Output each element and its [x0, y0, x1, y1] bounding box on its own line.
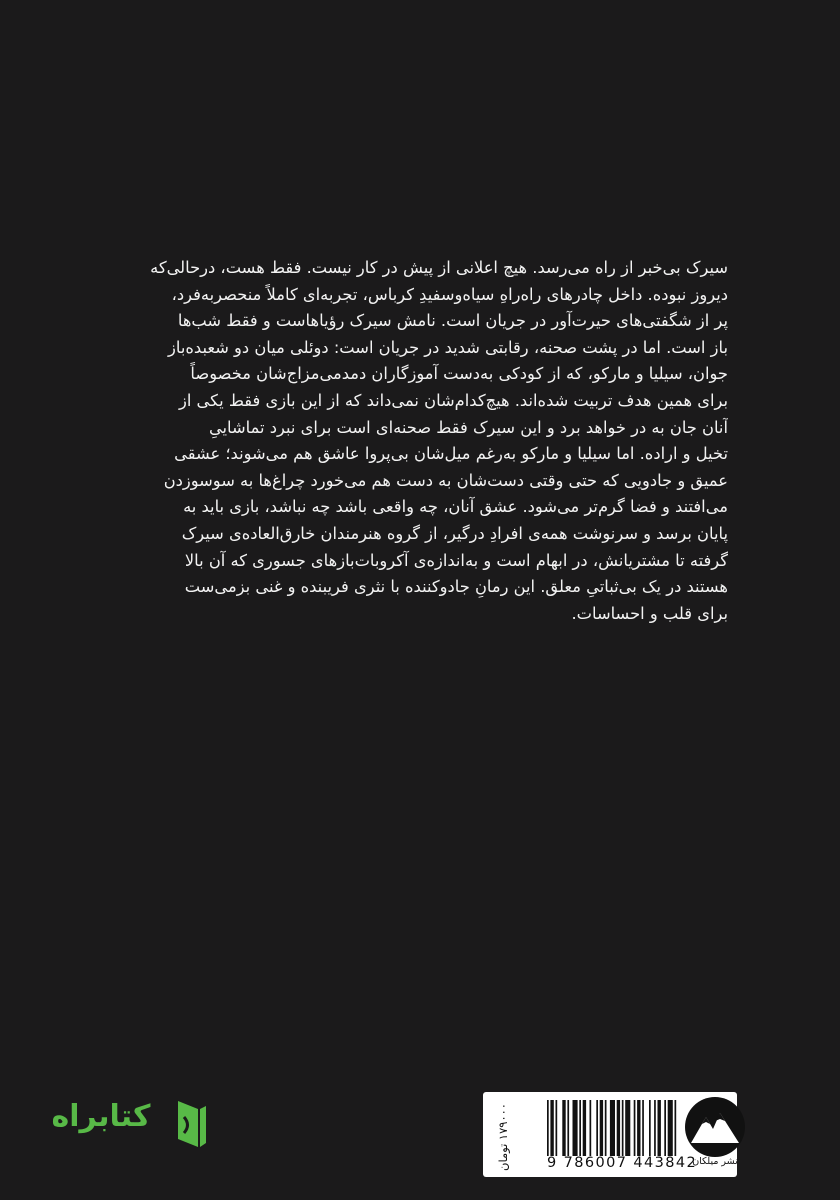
blurb-line: برای همین هدف تربیت شده‌اند. هیچ‌کدام‌شان نمی‌داند که از این بازی فقط یکی از: [178, 390, 728, 410]
ketabrah-logo[interactable]: [30, 1097, 206, 1149]
blurb-line: تخیل و اراده. اما سیلیا و مارکو به‌رغم میل‌شان بی‌پروا عاشق هم می‌شوند؛ عشقی: [174, 444, 728, 464]
back-cover-blurb: [106, 255, 728, 627]
ketabrah-wordmark: کتابراه: [51, 1099, 151, 1134]
blurb-line: هستند در یک بی‌ثباتیِ معلق. این رمانِ جادوکننده با نثری فریبنده و غنی بزمی‌ست: [184, 577, 728, 597]
blurb-line: گرفته تا مشتریانش، در ابهام است و به‌اندازه‌ی آکروبات‌بازهای جسوری که آن بالا: [184, 550, 728, 570]
blurb-line: می‌افتند و فضا گرم‌تر می‌شود. عشق آنان، چه واقعی باشد چه نباشد، بازی باید به: [183, 497, 728, 517]
blurb-line: عمیق و جادویی که حتی وقتی دست‌شان به دست هم می‌خورد چراغ‌ها به سوسوزدن: [163, 470, 728, 490]
publisher-name: نشر میلکان: [692, 1156, 738, 1167]
blurb-line: پر از شگفتی‌های حیرت‌آور در جریان است. نامش سیرک رؤیاهاست و فقط شب‌ها: [177, 311, 728, 331]
isbn-number: 9 786007 443842: [547, 1155, 698, 1171]
blurb-line: سیرک بی‌خبر از راه می‌رسد. هیچ اعلانی از پیش در کار نیست. فقط هست، درحالی‌که: [150, 258, 728, 277]
ketabrah-book-icon: [176, 1097, 208, 1149]
blurb-line: باز است. اما در پشت صحنه، رقابتی شدید در جریان است: دوئلی میان دو شعبده‌باز: [168, 337, 728, 357]
blurb-line: دیروز نبوده. داخل چادرهای راه‌راهِ سیاه‌وسفیدِ کرباس، تجربه‌ای کاملاً منحصربه‌فرد،: [171, 284, 728, 304]
blurb-line: برای قلب و احساسات.: [571, 603, 728, 623]
blurb-line: جوان، سیلیا و مارکو، که از کودکی به‌دست آموزگاران دمدمی‌مزاج‌شان مخصوصاً: [190, 364, 728, 384]
blurb-line: پایان برسد و سرنوشت همه‌ی افرادِ درگیر، از گروه هنرمندان خارق‌العاده‌ی سیرک: [181, 523, 728, 543]
blurb-line: آنان جان به در خواهد برد و این سیرک فقط صحنه‌ای است برای نبرد تماشاییِ: [208, 417, 728, 437]
price-label: ۱۷۹۰۰۰ تومان: [496, 1103, 510, 1171]
